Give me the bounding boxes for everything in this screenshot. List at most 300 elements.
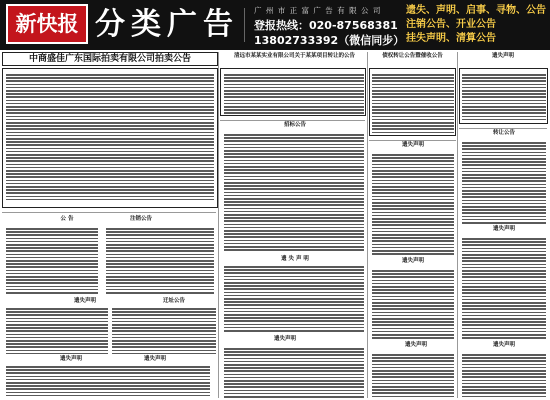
- text-line: [462, 267, 546, 269]
- text-line: [6, 189, 214, 191]
- text-line: [224, 292, 364, 294]
- text-line: [6, 260, 98, 262]
- text-line: [224, 314, 364, 316]
- text-line: [6, 238, 98, 240]
- text-line: [224, 324, 364, 326]
- text-line: [462, 161, 546, 163]
- text-line: [106, 266, 214, 268]
- text-line: [372, 231, 454, 233]
- text-line: [462, 174, 546, 176]
- text-line: [224, 204, 364, 206]
- text-line: [372, 90, 454, 92]
- text-line: [224, 150, 364, 152]
- text-line: [6, 308, 108, 310]
- text-line: [372, 192, 454, 194]
- text-line: [462, 168, 546, 170]
- text-line: [224, 103, 364, 105]
- text-line: [462, 90, 546, 92]
- text-line: [372, 173, 454, 175]
- text-line: [6, 311, 108, 313]
- text-line: [6, 343, 108, 345]
- text-line: [372, 321, 454, 323]
- text-line: [6, 122, 214, 124]
- text-line: [6, 132, 214, 134]
- text-line: [224, 172, 364, 174]
- text-line: [372, 196, 454, 198]
- text-line: [462, 373, 546, 375]
- text-line: [6, 334, 108, 336]
- text-line: [462, 360, 546, 362]
- text-line: [462, 209, 546, 211]
- text-line: [462, 77, 546, 79]
- text-line: [462, 106, 546, 108]
- company-name: 广 州 市 正 富 广 告 有 限 公 司: [254, 6, 382, 15]
- text-line: [106, 238, 214, 240]
- text-line: [372, 186, 454, 188]
- text-line: [462, 119, 546, 121]
- text-line: [462, 109, 546, 111]
- text-line: [6, 286, 98, 288]
- text-line: [224, 272, 364, 274]
- text-line: [112, 340, 216, 342]
- text-line: [372, 112, 454, 114]
- text-line: [6, 231, 98, 233]
- text-line: [372, 176, 454, 178]
- notice-label: 招标公告: [260, 122, 330, 128]
- notice-label: 遗失声明: [390, 342, 442, 348]
- text-line: [372, 305, 454, 307]
- text-line: [372, 74, 454, 76]
- text-line: [372, 234, 454, 236]
- text-line: [106, 289, 214, 291]
- text-line: [224, 211, 364, 213]
- text-line: [462, 177, 546, 179]
- text-line: [6, 346, 108, 348]
- text-line: [6, 392, 210, 394]
- text-line: [372, 221, 454, 223]
- newspaper-header: [0, 0, 550, 50]
- text-line: [6, 84, 214, 86]
- hotline: 登报热线：020-87568381: [254, 19, 398, 32]
- text-line: [224, 90, 364, 92]
- text-line: [462, 93, 546, 95]
- text-line: [462, 273, 546, 275]
- text-line: [372, 289, 454, 291]
- text-line: [224, 188, 364, 190]
- text-line: [224, 153, 364, 155]
- text-line: [6, 279, 98, 281]
- column-rule: [218, 52, 219, 398]
- text-line: [6, 103, 214, 105]
- text-line: [372, 324, 454, 326]
- text-line: [372, 128, 454, 130]
- text-line: [6, 385, 210, 387]
- text-line: [106, 247, 214, 249]
- text-line: [6, 324, 108, 326]
- text-line: [106, 292, 214, 294]
- text-line: [462, 196, 546, 198]
- text-line: [6, 199, 214, 201]
- text-line: [6, 176, 214, 178]
- text-line: [6, 151, 214, 153]
- text-line: [106, 273, 214, 275]
- text-line: [6, 366, 210, 368]
- text-line: [462, 190, 546, 192]
- text-line: [6, 80, 214, 82]
- classified-content: [0, 50, 550, 400]
- text-line: [6, 282, 98, 284]
- text-line: [112, 343, 216, 345]
- text-line: [462, 264, 546, 266]
- text-line: [6, 173, 214, 175]
- notice-label: 遗失声明: [386, 258, 440, 264]
- section-title: 分类广告: [95, 7, 239, 42]
- text-line: [372, 103, 454, 105]
- text-line: [224, 192, 364, 194]
- text-line: [372, 337, 454, 339]
- text-line: [462, 396, 546, 398]
- text-line: [372, 360, 454, 362]
- text-line: [224, 304, 364, 306]
- text-line: [224, 279, 364, 281]
- column-rule: [457, 52, 458, 398]
- text-line: [6, 263, 98, 265]
- text-line: [106, 270, 214, 272]
- text-line: [224, 80, 364, 82]
- text-line: [224, 396, 364, 398]
- text-line: [372, 357, 454, 359]
- text-line: [6, 128, 214, 130]
- mobile-phone: 13802733392（微信同步）: [254, 34, 405, 47]
- text-line: [372, 299, 454, 301]
- text-line: [224, 377, 364, 379]
- notice-label: 公 告: [44, 216, 90, 222]
- text-line: [6, 353, 108, 355]
- text-line: [462, 280, 546, 282]
- text-line: [224, 317, 364, 319]
- text-line: [462, 96, 546, 98]
- text-line: [462, 254, 546, 256]
- text-line: [112, 327, 216, 329]
- text-line: [6, 379, 210, 381]
- text-line: [372, 100, 454, 102]
- text-line: [6, 196, 214, 198]
- text-line: [6, 388, 210, 390]
- column-rule: [367, 52, 368, 398]
- text-line: [6, 164, 214, 166]
- text-line: [462, 84, 546, 86]
- text-line: [462, 308, 546, 310]
- text-line: [462, 260, 546, 262]
- notice-label: 转让公告: [480, 130, 528, 136]
- text-line: [372, 96, 454, 98]
- text-line: [372, 116, 454, 118]
- row-rule: [220, 120, 365, 121]
- text-line: [224, 282, 364, 284]
- text-line: [372, 237, 454, 239]
- text-line: [224, 364, 364, 366]
- text-line: [6, 395, 210, 397]
- text-line: [224, 217, 364, 219]
- text-line: [372, 286, 454, 288]
- text-line: [224, 240, 364, 242]
- notice-label: 遗失声明: [42, 356, 100, 362]
- text-line: [372, 328, 454, 330]
- text-line: [372, 199, 454, 201]
- text-line: [462, 324, 546, 326]
- service-line: 遗失、声明、启事、寻物、公告: [406, 5, 546, 16]
- text-line: [372, 80, 454, 82]
- text-line: [462, 286, 546, 288]
- text-line: [372, 396, 454, 398]
- column-heading: 遗失声明: [491, 53, 514, 59]
- text-line: [6, 350, 108, 352]
- service-line: 挂失声明、清算公告: [406, 33, 496, 44]
- text-line: [462, 180, 546, 182]
- text-line: [112, 330, 216, 332]
- text-line: [224, 198, 364, 200]
- text-line: [372, 331, 454, 333]
- text-line: [224, 224, 364, 226]
- text-line: [372, 318, 454, 320]
- text-line: [6, 270, 98, 272]
- text-line: [462, 251, 546, 253]
- text-line: [6, 96, 214, 98]
- text-line: [112, 334, 216, 336]
- text-line: [6, 372, 210, 374]
- text-line: [224, 351, 364, 353]
- text-line: [224, 176, 364, 178]
- text-line: [6, 192, 214, 194]
- text-line: [372, 208, 454, 210]
- text-line: [112, 311, 216, 313]
- text-line: [224, 361, 364, 363]
- text-line: [112, 321, 216, 323]
- text-line: [462, 312, 546, 314]
- service-list: [406, 4, 546, 46]
- text-line: [462, 155, 546, 157]
- text-line: [6, 241, 98, 243]
- text-line: [224, 214, 364, 216]
- text-line: [6, 125, 214, 127]
- text-line: [462, 145, 546, 147]
- text-line: [372, 367, 454, 369]
- text-line: [372, 364, 454, 366]
- text-line: [224, 109, 364, 111]
- text-line: [224, 112, 364, 114]
- text-line: [224, 144, 364, 146]
- text-line: [462, 203, 546, 205]
- text-line: [372, 84, 454, 86]
- text-line: [462, 305, 546, 307]
- text-line: [6, 74, 214, 76]
- text-line: [224, 348, 364, 350]
- text-line: [6, 180, 214, 182]
- text-line: [224, 246, 364, 248]
- text-line: [462, 376, 546, 378]
- text-line: [6, 160, 214, 162]
- text-line: [106, 241, 214, 243]
- text-line: [224, 380, 364, 382]
- text-line: [462, 257, 546, 259]
- text-line: [462, 193, 546, 195]
- text-line: [6, 327, 108, 329]
- text-line: [372, 215, 454, 217]
- text-line: [372, 119, 454, 121]
- text-line: [462, 142, 546, 144]
- text-line: [6, 228, 98, 230]
- column-heading: 债权转让公告暨催收公告: [382, 53, 443, 59]
- text-line: [6, 106, 214, 108]
- text-line: [224, 386, 364, 388]
- text-line: [462, 383, 546, 385]
- text-line: [462, 380, 546, 382]
- text-line: [372, 160, 454, 162]
- text-line: [462, 370, 546, 372]
- text-line: [372, 247, 454, 249]
- text-line: [6, 340, 108, 342]
- text-line: [372, 334, 454, 336]
- text-line: [462, 315, 546, 317]
- text-line: [372, 273, 454, 275]
- text-line: [462, 206, 546, 208]
- text-line: [372, 392, 454, 394]
- text-line: [372, 154, 454, 156]
- text-line: [106, 282, 214, 284]
- text-line: [6, 138, 214, 140]
- text-line: [224, 393, 364, 395]
- text-line: [106, 228, 214, 230]
- text-line: [462, 100, 546, 102]
- text-line: [372, 383, 454, 385]
- text-line: [462, 248, 546, 250]
- notice-label: 遗失声明: [389, 142, 437, 148]
- text-line: [112, 350, 216, 352]
- text-line: [372, 315, 454, 317]
- text-line: [6, 170, 214, 172]
- text-line: [224, 285, 364, 287]
- text-line: [224, 367, 364, 369]
- text-line: [462, 184, 546, 186]
- row-rule: [459, 128, 547, 129]
- text-line: [372, 292, 454, 294]
- text-line: [372, 212, 454, 214]
- text-line: [462, 148, 546, 150]
- text-line: [372, 164, 454, 166]
- text-line: [372, 280, 454, 282]
- text-line: [372, 302, 454, 304]
- text-line: [106, 244, 214, 246]
- text-line: [106, 250, 214, 252]
- text-line: [224, 201, 364, 203]
- text-line: [372, 180, 454, 182]
- text-line: [224, 182, 364, 184]
- text-line: [6, 273, 98, 275]
- text-line: [224, 163, 364, 165]
- text-line: [462, 80, 546, 82]
- text-line: [372, 373, 454, 375]
- text-line: [224, 227, 364, 229]
- text-line: [6, 157, 214, 159]
- notice-label: 注销公告: [112, 216, 170, 222]
- text-line: [462, 219, 546, 221]
- text-line: [462, 244, 546, 246]
- text-line: [224, 134, 364, 136]
- row-rule: [2, 212, 216, 213]
- text-line: [372, 106, 454, 108]
- text-line: [462, 321, 546, 323]
- text-line: [6, 257, 98, 259]
- text-line: [372, 376, 454, 378]
- text-line: [224, 100, 364, 102]
- header-divider: [244, 8, 245, 42]
- text-line: [372, 296, 454, 298]
- text-line: [462, 389, 546, 391]
- text-line: [462, 158, 546, 160]
- text-line: [372, 125, 454, 127]
- text-line: [106, 260, 214, 262]
- text-line: [224, 295, 364, 297]
- text-line: [6, 90, 214, 92]
- text-line: [224, 185, 364, 187]
- text-line: [462, 241, 546, 243]
- text-line: [112, 308, 216, 310]
- text-line: [372, 189, 454, 191]
- text-line: [224, 230, 364, 232]
- text-line: [462, 74, 546, 76]
- text-line: [372, 109, 454, 111]
- text-line: [6, 247, 98, 249]
- text-line: [462, 364, 546, 366]
- text-line: [372, 202, 454, 204]
- text-line: [372, 87, 454, 89]
- text-line: [372, 270, 454, 272]
- text-line: [106, 263, 214, 265]
- text-line: [462, 296, 546, 298]
- text-line: [462, 334, 546, 336]
- text-line: [224, 140, 364, 142]
- text-line: [112, 314, 216, 316]
- notice-label: 迁址公告: [150, 298, 198, 304]
- text-line: [6, 266, 98, 268]
- text-line: [224, 137, 364, 139]
- text-line: [372, 308, 454, 310]
- text-line: [462, 152, 546, 154]
- text-line: [6, 289, 98, 291]
- column-heading: 清远市某某实业有限公司关于某某项目转让的公告: [233, 53, 355, 59]
- text-line: [6, 109, 214, 111]
- text-line: [6, 234, 98, 236]
- notice-label: 遗失声明: [126, 356, 184, 362]
- text-line: [6, 292, 98, 294]
- notice-label: 遗 失 声 明: [266, 256, 324, 262]
- text-line: [462, 386, 546, 388]
- text-line: [462, 392, 546, 394]
- text-line: [224, 156, 364, 158]
- text-line: [462, 318, 546, 320]
- text-line: [372, 228, 454, 230]
- text-line: [112, 318, 216, 320]
- text-line: [6, 135, 214, 137]
- text-line: [372, 380, 454, 382]
- text-line: [6, 330, 108, 332]
- text-line: [106, 254, 214, 256]
- text-line: [224, 311, 364, 313]
- text-line: [6, 376, 210, 378]
- text-line: [462, 331, 546, 333]
- text-line: [6, 77, 214, 79]
- text-line: [462, 164, 546, 166]
